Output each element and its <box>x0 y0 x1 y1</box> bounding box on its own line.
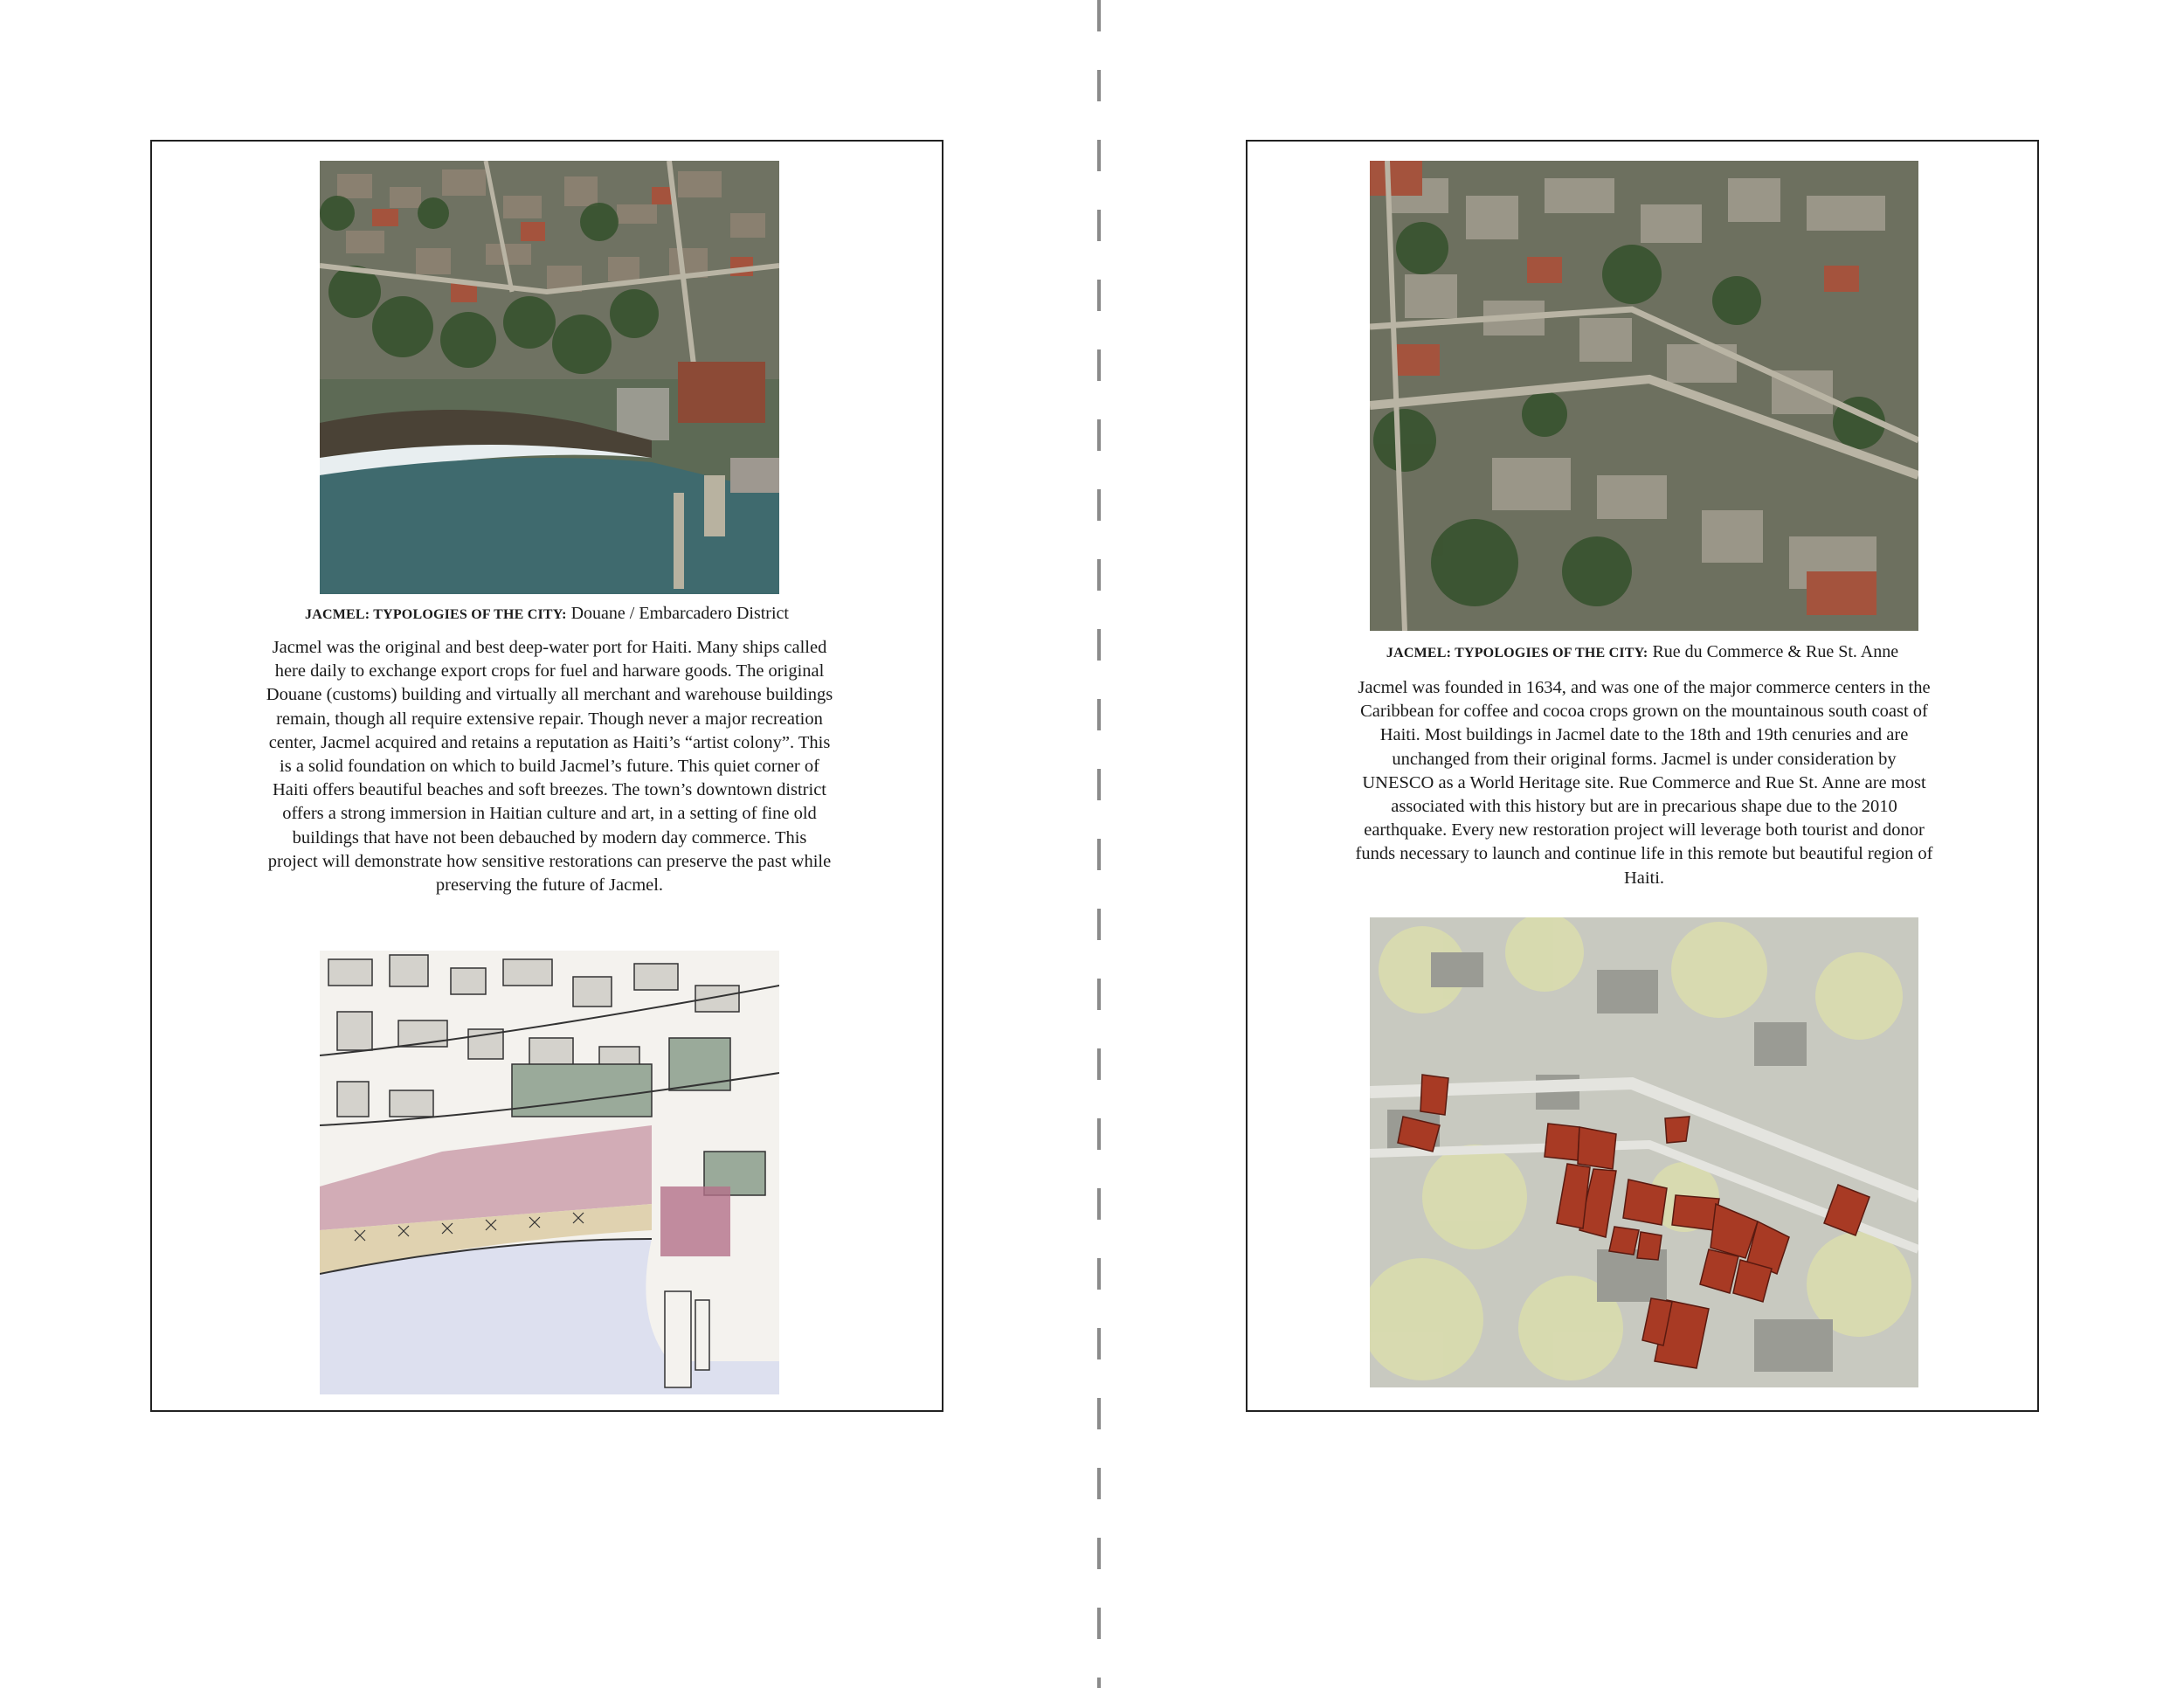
right-body-text: Jacmel was founded in 1634, and was one of the major commerce centers in the Caribbean for coffee and cocoa crops grown on the mountainous south coast of Haiti. Most buildings in Jacmel date to the 18th and 19th cenuries and are unchanged from their original forms. Jacmel is under consideration by UNESCO as a World Heritage site. Rue Commerce and Rue St. Anne are most associated with this history but are in precarious shape due to the 2010 earthquake. Every new restoration project will leverage both tourist and donor funds necessary to launch and continue life in this remote but beautiful region of Haiti. <box>1355 678 1933 888</box>
caption-label: JACMEL: TYPOLOGIES OF THE CITY: <box>1386 646 1648 661</box>
right-caption <box>1248 641 2037 664</box>
aerial-harbor-photo <box>320 161 779 594</box>
left-body-text: Jacmel was the original and best deep-water port for Haiti. Many ships called here daily to exchange export crops for fuel and harware goods. The original Douane (customs) building and virtually all merchant and warehouse buildings remain, though all require extensive repair. Though never a major recreation center, Jacmel acquired and retains a reputation as Haiti’s “artist colony”. This is a solid foundation on which to build Jacmel’s future. This quiet corner of Haiti offers beautiful beaches and soft breezes. The town’s downtown district offers a strong immersion in Haitian culture and art, in a setting of fine old buildings that have not been debauched by modern day commerce. This project will demonstrate how sensitive restorations can preserve the past while preserving the future of Jacmel. <box>266 638 833 896</box>
aerial-street-photo <box>1370 161 1918 631</box>
caption-title: Rue du Commerce & Rue St. Anne <box>1652 642 1899 661</box>
highlighted-buildings-map <box>1370 917 1918 1387</box>
caption-label: JACMEL: TYPOLOGIES OF THE CITY: <box>305 607 567 622</box>
hand-drawn-harbor-map <box>320 951 779 1394</box>
left-page <box>150 140 943 1412</box>
left-caption <box>152 603 942 626</box>
right-page <box>1246 140 2039 1412</box>
center-fold-divider <box>1097 0 1101 1688</box>
caption-title: Douane / Embarcadero District <box>570 604 789 623</box>
